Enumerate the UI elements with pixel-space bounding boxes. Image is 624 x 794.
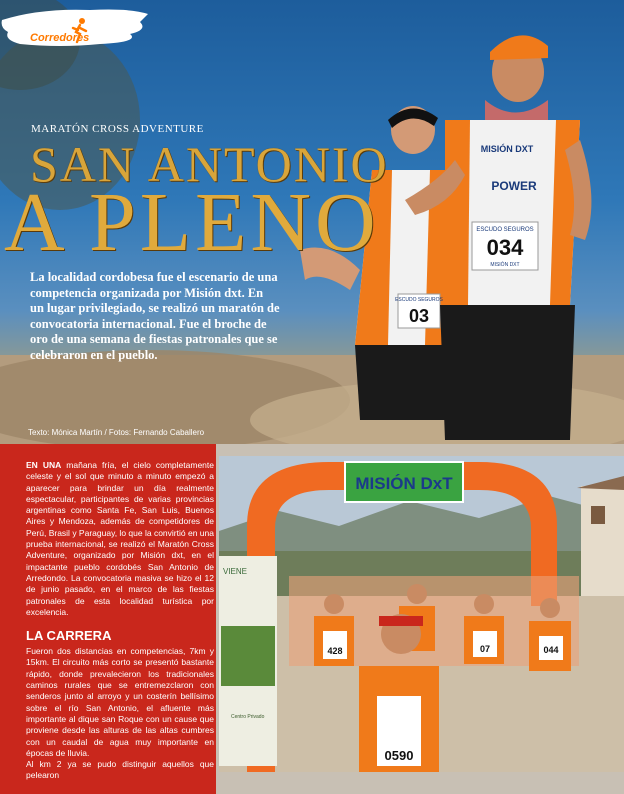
kicker: MARATÓN CROSS ADVENTURE [31, 123, 204, 135]
bib-number-back: 03 [408, 306, 430, 326]
bib-sponsor-front-2: MISIÓN DXT [490, 262, 520, 268]
section-tag: Corredores [30, 32, 90, 44]
lead-in: EN UNA [26, 460, 62, 470]
article-body [26, 460, 214, 782]
page-title-line1: SAN ANTONIO [30, 136, 389, 192]
paragraph-3: Al km 2 ya se pudo distinguir aquellos que pelearon [26, 759, 214, 781]
runner-icon [70, 18, 90, 44]
arch-banner: MISIÓN DxT [355, 474, 453, 493]
shirt-logo: MISIÓN DXT [480, 144, 534, 154]
bib-sponsor-back: ESCUDO SEGUROS [395, 297, 443, 303]
paragraph-1-text: mañana fría, el cielo completamente celeste y el sol que minuto a minuto empezó a aparecer para brindar un día realmente espectacular, participantes de varias provincias argentinas como Santa Fe, San Luis, Buenos Aires y Mendoza, además de competidores de Perú, Brasil y Paraguay, lo que la convirtió en una prueba internacional, se realizó el Maratón Cross Adventure, organizado por Misión dxt, en el impactante pueblo cordobés San Antonio de Arredondo. La convocatoria masiva se hizo el 12 de junio pasado, en el marco de las fiestas patronales de esta localidad turística por excelencia. [26, 460, 214, 617]
paragraph-2: Fueron dos distancias en competencias, 7km y 15km. El circuito más corto se presentó bastante rápido, donde prevalecieron los tradicionales caminos rurales que se entremezclaron con senderos junto al arroyo y un costerín bellísimo sobre el río San Antonio, el afluente más importante al dique san Roque con un cause que proviene desde las alturas de las altas cumbres con un caudal de agua muy importante en épocas de lluvia. [26, 646, 214, 758]
side-banner-text-2: Centro Privado [231, 714, 265, 720]
race-illustration [219, 456, 624, 772]
runner-bib-mid: 07 [479, 644, 491, 654]
runner-bib-front: 0590 [384, 748, 414, 763]
race-photo [219, 456, 624, 772]
runner-bib-left: 428 [327, 646, 343, 656]
bib-sponsor-front: ESCUDO SEGUROS [476, 227, 534, 233]
runner-bib-right: 044 [543, 645, 559, 655]
shirt-logo-2: POWER [491, 179, 537, 193]
lead-paragraph: La localidad cordobesa fue el escenario de una competencia organizada por Misión dxt. En un lugar privilegiado, se realizó un maratón de convocatoria internacional. Fue el broche de oro de una semana de fiestas patronales que se celebraron en el pueblo. [30, 270, 280, 362]
subhead: LA CARRERA [26, 628, 112, 644]
paragraph-1 [26, 460, 214, 618]
page-title-line2: A PLENO [4, 176, 380, 269]
side-banner-text: VIENE [223, 567, 248, 576]
credits: Texto: Mónica Martín / Fotos: Fernando Caballero [28, 428, 205, 437]
bib-number-front: 034 [486, 235, 524, 260]
